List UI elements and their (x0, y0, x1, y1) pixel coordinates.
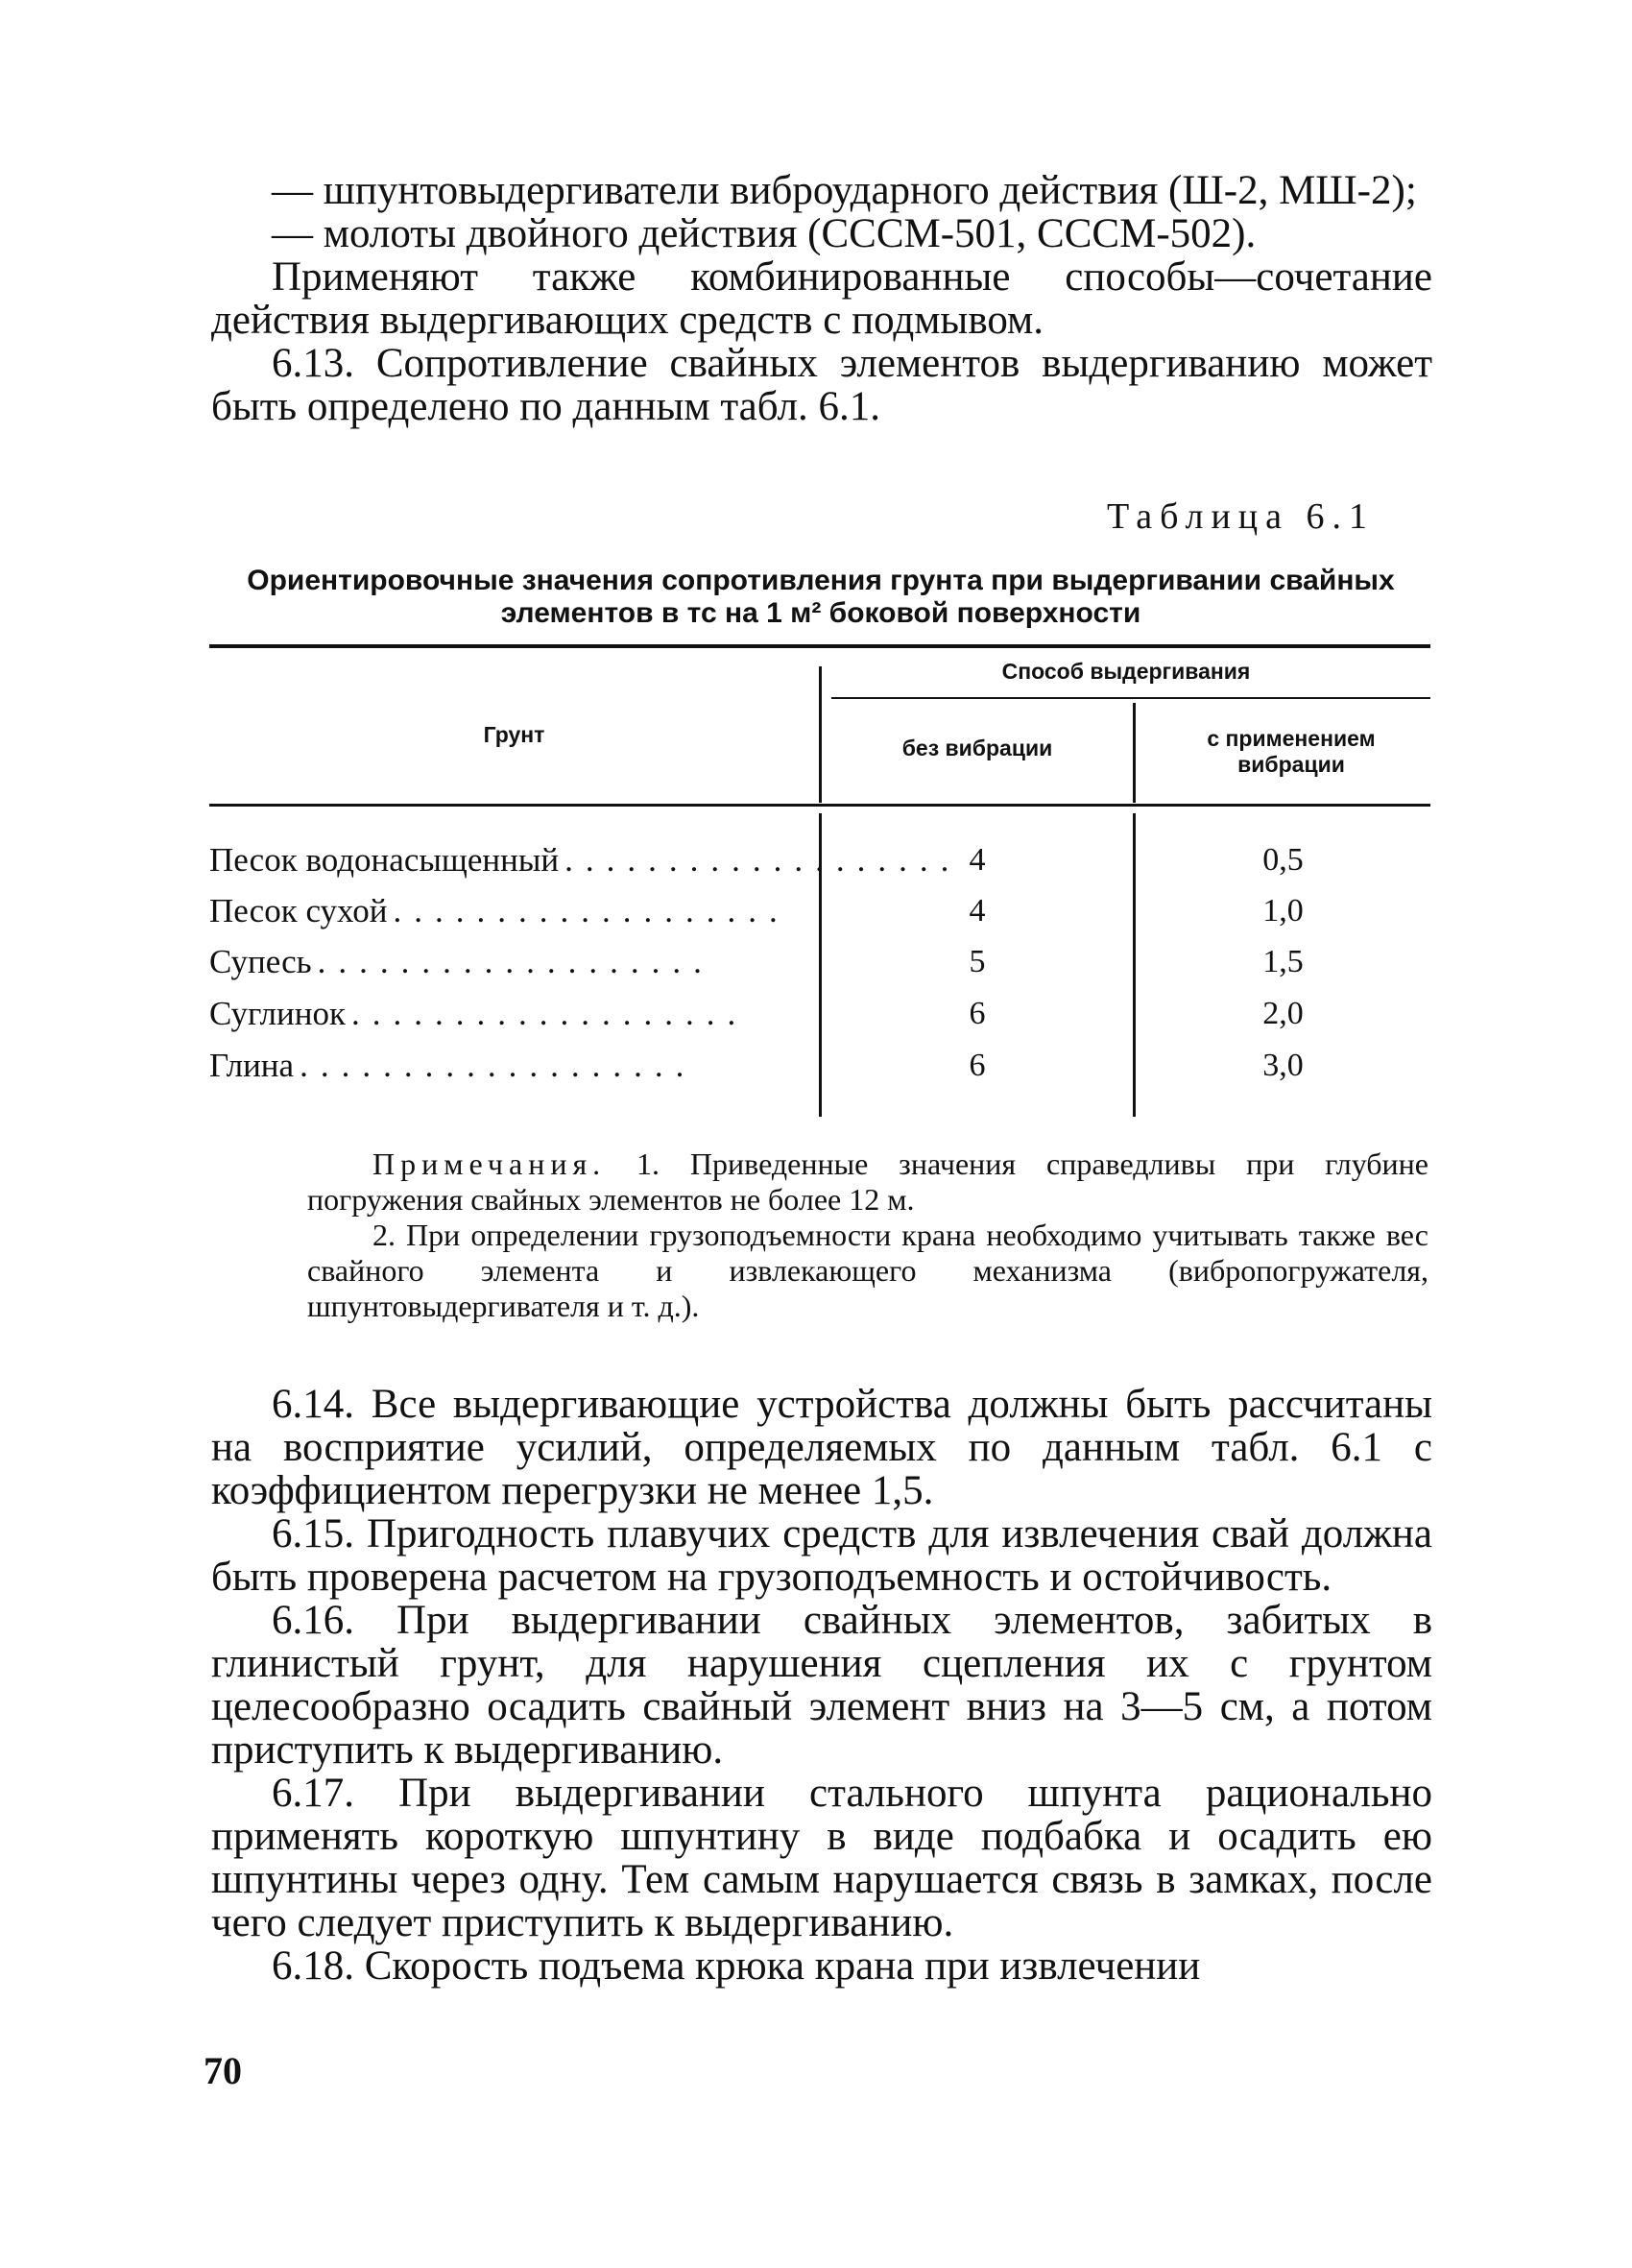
table-row-3-no-vibration: 5 (969, 944, 986, 979)
table-row-4-soil: Суглинок ................... (209, 995, 749, 1032)
paragraph-6-17: 6.17. При выдергивании стального шпунта рационально применять короткую шпунтину в виде подбабка и осадить ею шпунтины через одну. Тем самым нарушается связь в замках, после чего следует приступить к выдергиванию. (211, 1771, 1432, 1945)
paragraph-6-16: 6.16. При выдергивании свайных элементов, забитых в глинистый грунт, для нарушения сцепления их с грунтом целесообразно осадить свайный элемент вниз на 3—5 см, а потом приступить к выдергиванию. (211, 1598, 1432, 1773)
table-row-1-with-vibration: 0,5 (1262, 842, 1304, 878)
paragraph-6-15: 6.15. Пригодность плавучих средств для извлечения свай должна быть проверена расчетом на грузоподъемность и остойчивость. (211, 1511, 1432, 1600)
table-row-3-with-vibration: 1,5 (1262, 944, 1304, 979)
table-method-rule (831, 697, 1430, 699)
table-row-5-no-vibration: 6 (969, 1048, 986, 1083)
table-row-3-soil: Супесь ................... (209, 943, 714, 980)
page-number: 70 (204, 2049, 242, 2092)
table-row-5-with-vibration: 3,0 (1262, 1048, 1304, 1083)
table-caption: Ориентировочные значения сопротивления грунта при выдергивании свайных элементов в тс на 1 м² боковой поверхности (247, 565, 1395, 629)
table-label: Таблица 6.1 (1106, 496, 1375, 537)
intro-line-1: — шпунтовыдергиватели виброударного действия (Ш-2, МШ-2); (272, 168, 1417, 213)
table-top-rule (209, 644, 1430, 648)
note-2: 2. При определении грузоподъемности крана необходимо учитывать также вес свайного элемента и извлекающего механизма (вибропогружателя, шпунтовыдергивателя и т. д.). (307, 1218, 1428, 1323)
table-col-divider-1 (819, 666, 822, 803)
table-row-1-no-vibration: 4 (969, 842, 986, 878)
intro-text (211, 169, 1432, 428)
body-text (211, 1383, 1432, 1988)
table-row-4-no-vibration: 6 (969, 996, 986, 1031)
table-row-2-no-vibration: 4 (969, 893, 986, 929)
paragraph-6-14: 6.14. Все выдергивающие устройства должны быть рассчитаны на восприятие усилий, определяемых по данным табл. 6.1 с коэффициентом перегрузки не менее 1,5. (211, 1382, 1432, 1513)
intro-line-4: 6.13. Сопротивление свайных элементов выдергиванию может быть определено по данным табл. 6.1. (211, 341, 1432, 429)
table-row-2-soil: Песок сухой ................... (209, 892, 790, 929)
note-1: 1. Приведенные значения справедливы при глубине погружения свайных элементов не более 12 м. (307, 1146, 1429, 1217)
table-header-rule (209, 804, 1430, 807)
table-notes (307, 1146, 1428, 1324)
intro-line-3: Применяют также комбинированные способы—сочетание действия выдергивающих средств с подмывом. (211, 254, 1432, 343)
header-soil: Грунт (483, 722, 545, 747)
table-row-4-with-vibration: 2,0 (1262, 996, 1304, 1031)
intro-line-2: — молоты двойного действия (СССМ-501, СССМ-502). (272, 211, 1257, 256)
header-with-vibration: с применением вибрации (1207, 726, 1376, 777)
table-col-divider-2 (1133, 703, 1136, 803)
header-no-vibration: без вибрации (901, 736, 1053, 760)
header-method: Способ выдергивания (1001, 659, 1251, 684)
table-row-5-soil: Глина ................... (209, 1047, 697, 1084)
table-row-2-with-vibration: 1,0 (1262, 893, 1304, 929)
table-row-1-soil: Песок водонасыщенный ................... (209, 841, 962, 879)
notes-heading: Примечания. (372, 1146, 607, 1181)
paragraph-6-18: 6.18. Скорость подъема крюка крана при извлечении (272, 1943, 1201, 1989)
